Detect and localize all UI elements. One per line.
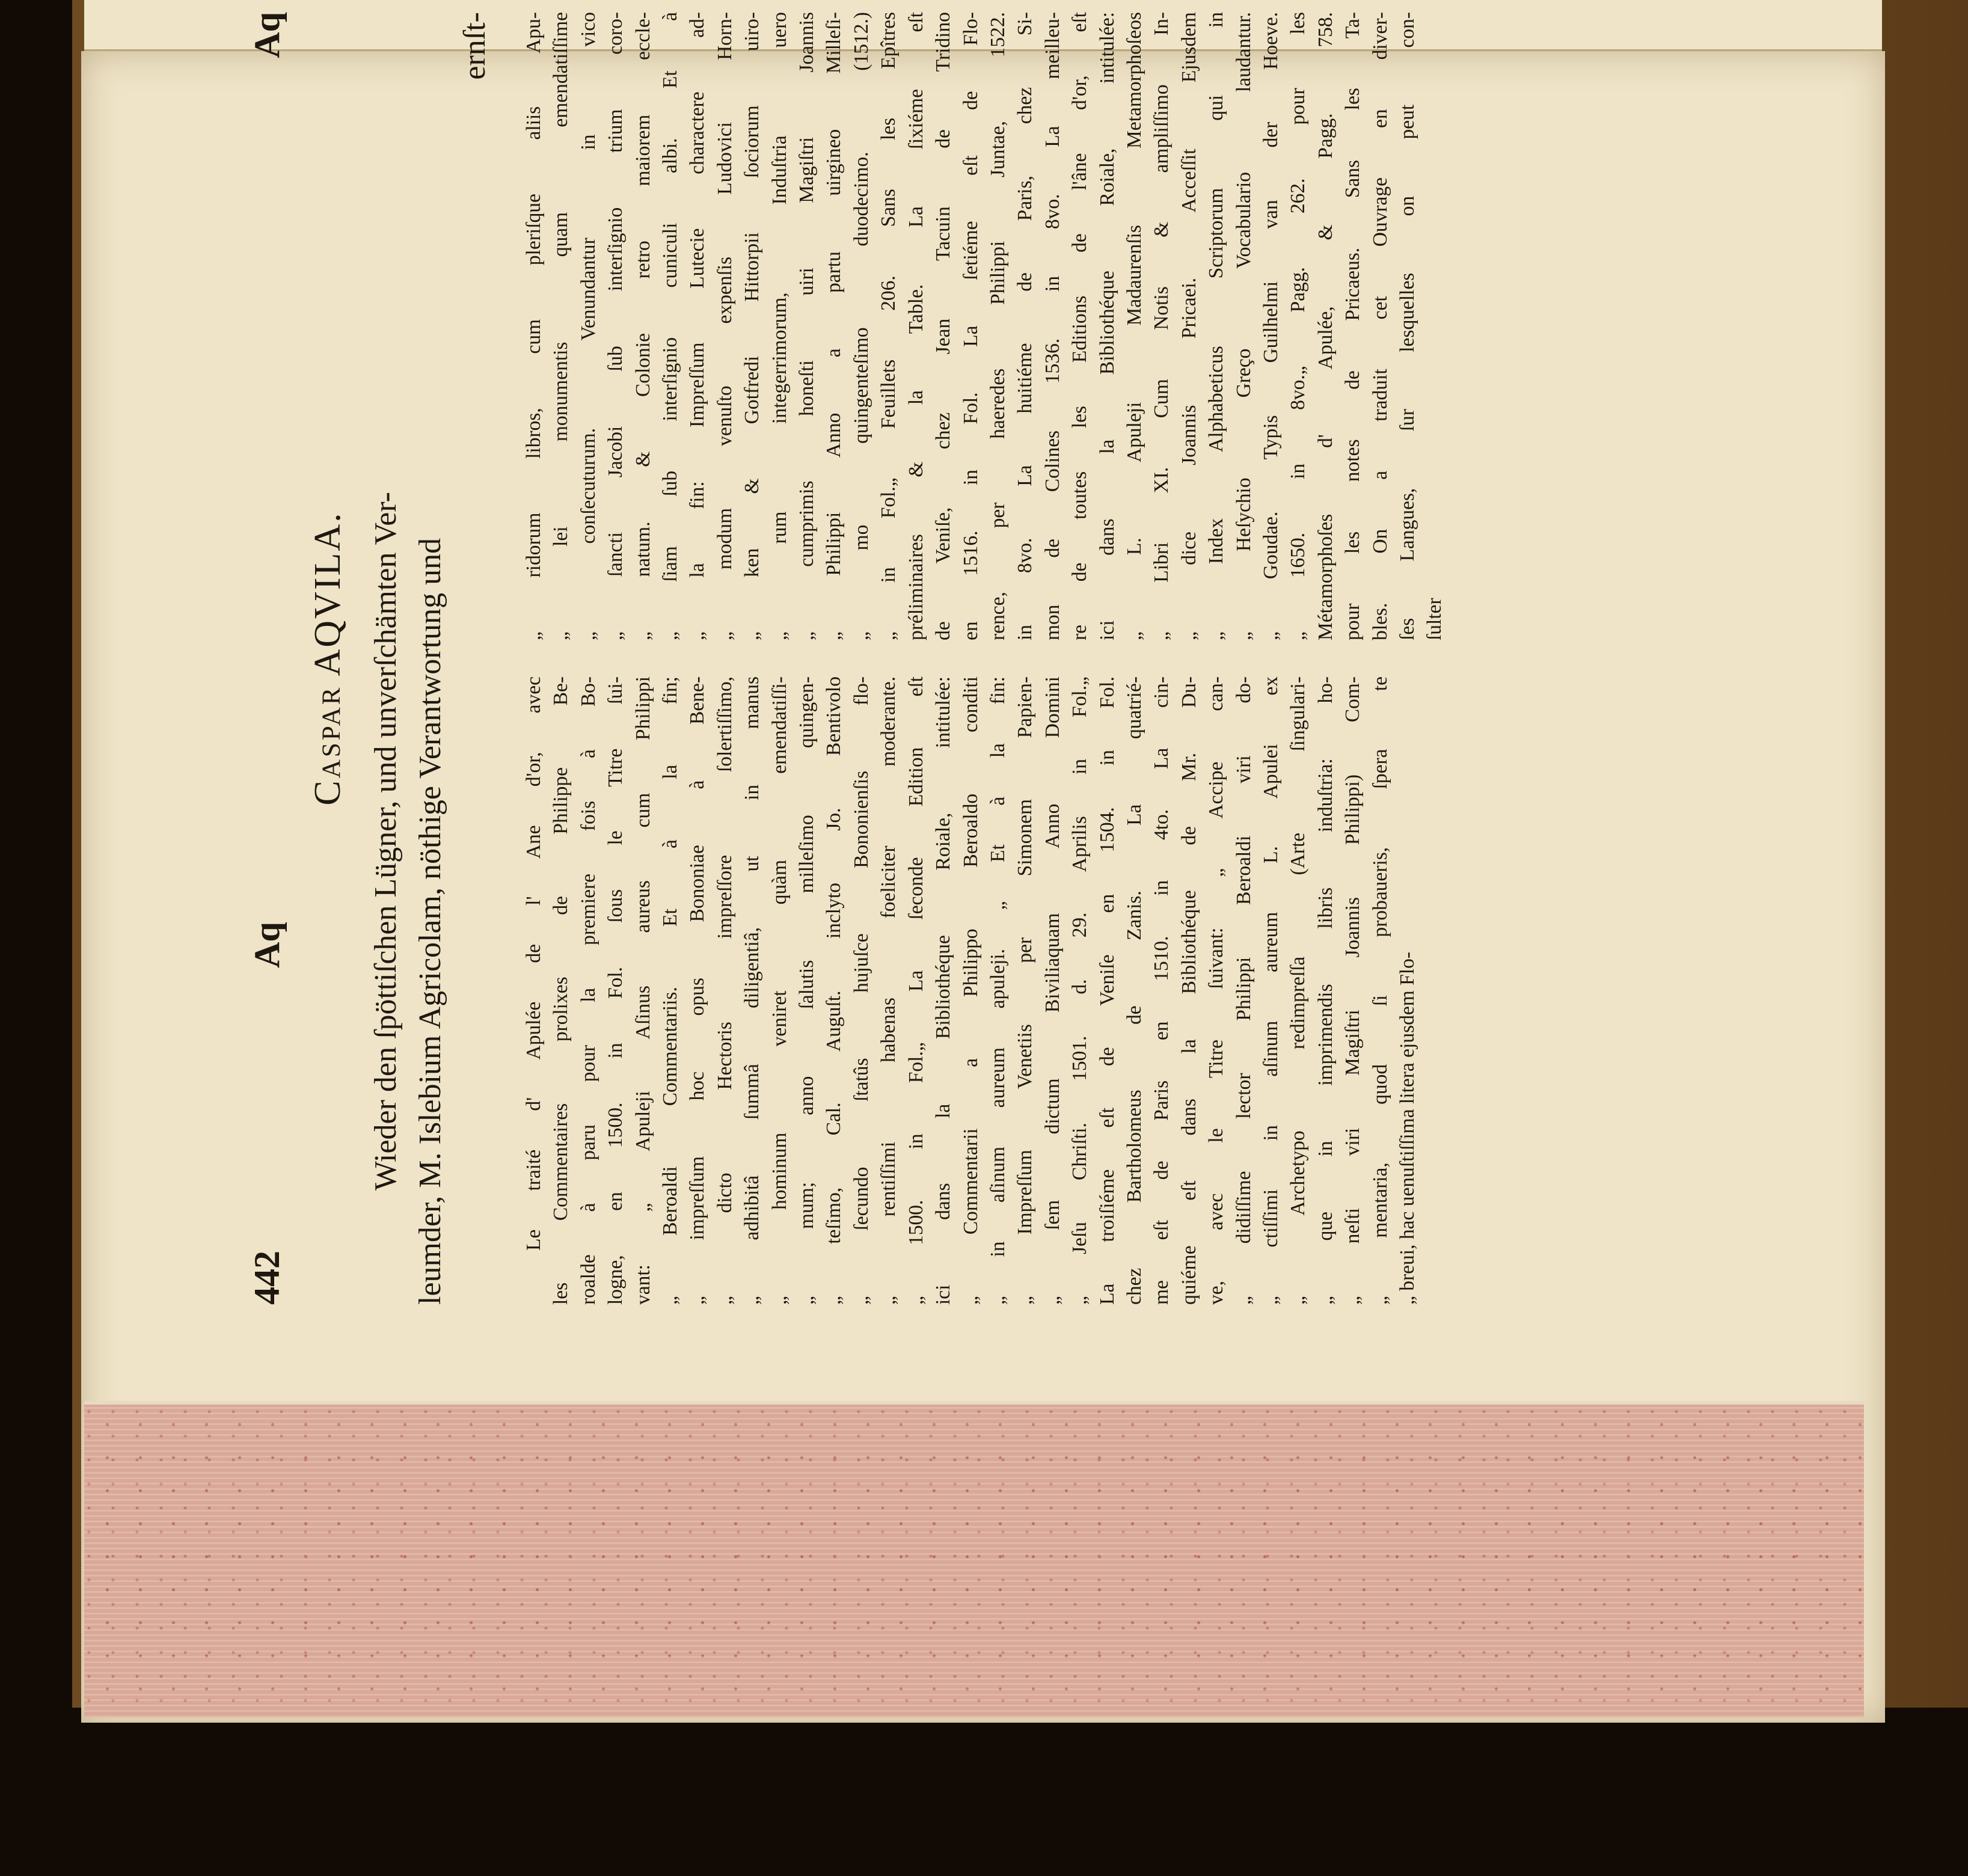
title-line: ernſt- <box>458 12 492 80</box>
text-line: bles. On a traduit cet Ouvrage en diver- <box>1369 12 1391 640</box>
text-line: ici dans la Bibliothéque Roiale, intitulée: <box>1096 12 1118 640</box>
text-line: me eſt de Paris en 1510. in 4to. La cin- <box>1150 676 1173 1305</box>
text-line: „ Commentarii a Philippo Beroaldo conditi <box>959 676 982 1305</box>
text-line: „ ctiſſimi in aſinum aureum L. Apulei ex <box>1259 676 1282 1305</box>
text-line: „ L. Apuleji Madaurenſis Metamorphoſeos <box>1123 12 1145 640</box>
text-line: „ neſti viri Magiſtri Joannis Philippi) Com- <box>1341 676 1364 1305</box>
title-line: Wieder den ſpöttiſchen Lügner, und unverſchämten Ver- <box>369 492 403 1191</box>
work-title <box>364 12 497 1305</box>
text-line: ſes Langues, ſur lesquelles on peut con- <box>1396 12 1418 640</box>
text-line: „ ſecundo ſtatûs hujuſce Bononienſis flo- <box>850 676 872 1305</box>
text-line: „ Philippi Anno a partu uirgineo Milleſi- <box>823 12 845 640</box>
text-line: rence, per haeredes Philippi Juntae, 1522. <box>986 12 1009 640</box>
text-line: „ rentiſſimi habenas foeliciter moderante. <box>877 676 900 1305</box>
text-line: in 8vo. La huitiéme de Paris, chez Si- <box>1014 12 1037 640</box>
page-number: 442 <box>247 1251 287 1305</box>
text-line: vant: „ Apuleji Aſinus aureus cum Philippi <box>631 676 654 1305</box>
text-line: „ in Fol.„ Feuillets 206. Sans les Epîtres <box>877 12 900 640</box>
text-line: „ didiſſime lector Philippi Beroaldi viri do- <box>1232 676 1255 1305</box>
text-line: „ mum; anno ſalutis milleſimo quingen- <box>795 676 818 1305</box>
text-line: „ que in imprimendis libris induſtria: ho- <box>1314 676 1337 1305</box>
text-line: „ rum integerrimorum, Induſtria uero <box>768 12 791 640</box>
text-line: „ teſimo, Cal. Auguſt. inclyto Jo. Bentivolo <box>823 676 845 1305</box>
text-line: „ Beroaldi Commentariis. Et à la fin; <box>659 676 682 1305</box>
text-line: les Commentaires prolixes de Philippe Be- <box>550 676 572 1305</box>
text-line: préliminaires & la Table. La ſixiéme eſt <box>904 12 927 640</box>
text-line: „ dicto Hectoris impreſſore ſolertiſſimo, <box>713 676 736 1305</box>
text-line: „ Index Alphabeticus Scriptorum qui in <box>1205 12 1228 640</box>
text-line: „ Heſychio Greço Vocabulario laudantur. <box>1232 12 1255 640</box>
text-line: „ ſancti Jacobi ſub interſignio trium coro- <box>604 12 627 640</box>
running-head-right: Aq <box>247 12 287 58</box>
text-line: „ conſecuturum. Venundantur in vico <box>577 12 599 640</box>
text-line: Le traité d' Apulée de l' Ane d'or, avec <box>523 676 545 1251</box>
text-line: ici dans la Bibliothéque Roiale, intitulée: <box>932 676 955 1305</box>
text-line: re de toutes les Editions de l'âne d'or, eſt <box>1068 12 1091 640</box>
text-line: „ hominum veniret quàm emendatiſſi- <box>768 676 791 1305</box>
text-line: „ 1650. in 8vo.„ Pagg. 262. pour les <box>1287 12 1310 640</box>
text-line: ſulter <box>1423 598 1446 640</box>
text-line: „ Archetypo redimpreſſa (Arte ſingulari- <box>1287 676 1310 1305</box>
text-line: „ in aſinum aureum apuleji. „ Et à la fin: <box>986 676 1009 1305</box>
text-line: chez Bartholomeus de Zanis. La quatrié- <box>1123 676 1145 1305</box>
text-line: logne, en 1500. in Fol. ſous le Titre ſui- <box>604 676 627 1305</box>
heading-last-name: AQVILA. <box>307 511 348 676</box>
text-column-right <box>520 12 1448 640</box>
page-header <box>247 12 301 1305</box>
text-line: pour les notes de Pricaeus. Sans les Ta- <box>1341 12 1364 640</box>
text-line: „ mo quingenteſimo duodecimo. (1512.) <box>850 12 872 640</box>
text-line: roalde à paru pour la premiere fois à Bo- <box>577 676 599 1305</box>
page-edges-speckled <box>84 1401 1864 1717</box>
text-column-left <box>520 676 1421 1305</box>
text-line: quiéme eſt dans la Bibliothéque de Mr. Du- <box>1177 676 1200 1305</box>
text-line: Métamorphoſes d' Apulée, & Pagg. 758. <box>1314 12 1337 640</box>
entry-heading <box>307 12 349 1305</box>
text-line: de Veniſe, chez Jean Tacuin de Tridino <box>932 12 955 640</box>
text-line: en 1516. in Fol. La ſetiéme eſt de Flo- <box>959 12 982 640</box>
text-line: „ mentaria, quod ſi probaueris, ſpera te <box>1369 676 1391 1305</box>
heading-first-name: Caspar <box>307 685 348 806</box>
text-line: „ Goudae. Typis Guilhelmi van der Hoeve. <box>1259 12 1282 640</box>
text-line: „ ken & Gotfredi Hittorpii ſociorum uiro- <box>741 12 764 640</box>
text-line: „ ridorum libros, cum pleriſque aliis Apu- <box>523 12 545 640</box>
text-line: „ impreſſum hoc opus Bononiae à Bene- <box>686 676 709 1305</box>
text-line: „ cumprimis honeſti uiri Magiſtri Joannis <box>795 12 818 640</box>
text-line: ve, avec le Titre ſuivant: „ Accipe can- <box>1205 676 1228 1305</box>
text-line: „ natum. & Colonie retro maiorem eccle- <box>631 12 654 640</box>
text-line: „ lei monumentis quam emendatiſſime <box>550 12 572 640</box>
running-head-left: Aq <box>247 922 287 968</box>
text-line: „ Libri XI. Cum Notis & ampliſſimo In- <box>1150 12 1173 640</box>
text-line: „ ſem dictum Biviliaquam Anno Domini <box>1041 676 1064 1305</box>
page-text-rotated <box>247 12 1521 1305</box>
text-line: „ adhibitâ ſummâ diligentiâ, ut in manus <box>741 676 764 1305</box>
title-line: leumder, M. Islebium Agricolam, nöthige Verantwortung und <box>413 538 447 1305</box>
text-line: „ breui, hac uenuſtiſſima litera ejusdem Flo- <box>1396 951 1418 1305</box>
text-line: „ Jeſu Chriſti. 1501. d. 29. Aprilis in Fol.„ <box>1068 676 1091 1305</box>
text-line: „ ſiam ſub interſignio cuniculi albi. Et à <box>659 12 682 640</box>
text-line: „ Impreſſum Venetiis per Simonem Papien- <box>1014 676 1037 1305</box>
text-line: „ dice Joannis Pricaei. Acceſſit Ejusdem <box>1177 12 1200 640</box>
text-line: La troiſiéme eſt de Veniſe en 1504. in Fol. <box>1096 676 1118 1305</box>
text-line: „ 1500. in Fol.„ La ſeconde Edition eſt <box>904 676 927 1305</box>
text-line: mon de Colines 1536. in 8vo. La meilleu- <box>1041 12 1064 640</box>
text-line: „ la fin: Impreſſum Lutecie charactere ad- <box>686 12 709 640</box>
text-line: „ modum venuſto expenſis Ludovici Horn- <box>713 12 736 640</box>
